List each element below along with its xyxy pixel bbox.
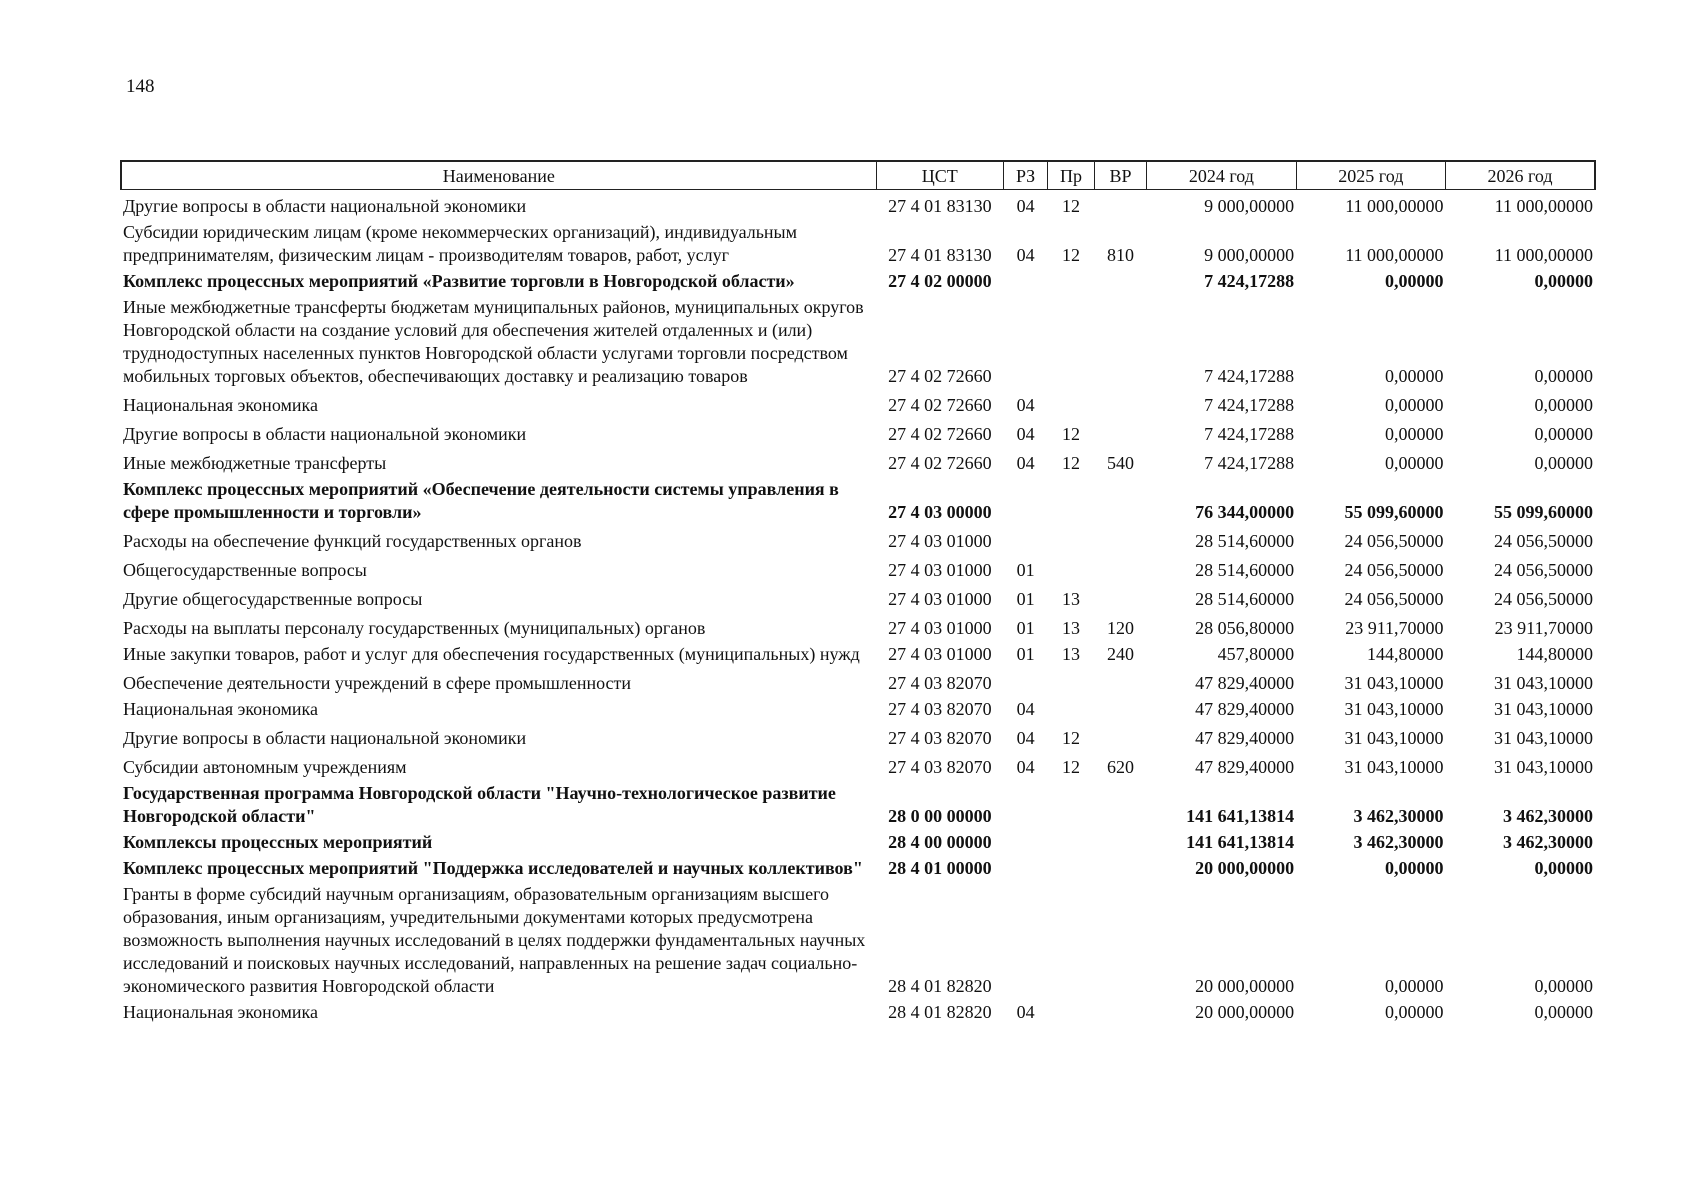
row-pr: 12	[1062, 728, 1081, 748]
row-vr	[1094, 1000, 1146, 1026]
row-vr: 620	[1106, 757, 1134, 777]
row-2026: 0,00000	[1534, 366, 1593, 386]
row-name: Другие вопросы в области национальной экономики	[123, 424, 527, 444]
row-name: Гранты в форме субсидий научным организациям, образовательным организациям высшего образования, иным организациям, учредительными документами которых предусмотрена возможность выполнения научных исследований в целях поддержки фундаментальных научных исследований и поисковых научных исследований, направленных на решение задач социально-экономического развития Новгородской области	[123, 884, 866, 996]
row-name: Общегосударственные вопросы	[123, 560, 367, 580]
row-2025: 24 056,50000	[1344, 589, 1444, 609]
row-2025: 24 056,50000	[1344, 531, 1444, 551]
row-2025: 0,00000	[1385, 858, 1444, 878]
row-vr: 120	[1106, 618, 1134, 638]
row-2026: 24 056,50000	[1494, 560, 1593, 580]
header-rz: РЗ	[1003, 161, 1047, 190]
row-2025: 0,00000	[1385, 424, 1444, 444]
row-2024: 7 424,17288	[1204, 271, 1295, 291]
row-2025: 23 911,70000	[1345, 618, 1444, 638]
row-2026: 0,00000	[1534, 1002, 1593, 1022]
row-2026: 31 043,10000	[1494, 728, 1593, 748]
row-2024: 47 829,40000	[1195, 728, 1295, 748]
table-row	[121, 526, 1595, 555]
row-2024: 47 829,40000	[1195, 699, 1295, 719]
header-cst: ЦСТ	[876, 161, 1003, 190]
row-pr	[1048, 269, 1094, 295]
row-2025: 0,00000	[1385, 395, 1444, 415]
row-name: Другие общегосударственные вопросы	[123, 589, 423, 609]
row-vr	[1094, 295, 1146, 390]
row-2026: 0,00000	[1534, 453, 1593, 473]
row-rz	[1003, 526, 1047, 555]
row-name: Национальная экономика	[123, 699, 318, 719]
row-cst: 27 4 03 01000	[888, 531, 992, 551]
row-rz: 01	[1016, 560, 1035, 580]
row-rz	[1003, 856, 1047, 882]
row-pr: 13	[1062, 618, 1081, 638]
row-2024: 47 829,40000	[1195, 757, 1295, 777]
row-rz: 04	[1016, 395, 1035, 415]
row-pr	[1048, 390, 1094, 419]
row-pr	[1048, 697, 1094, 723]
row-name: Расходы на выплаты персоналу государственных (муниципальных) органов	[123, 618, 706, 638]
row-vr	[1094, 269, 1146, 295]
row-2025: 11 000,00000	[1345, 245, 1444, 265]
table-row	[121, 882, 1595, 1000]
row-2026: 11 000,00000	[1494, 196, 1593, 216]
table-row	[121, 555, 1595, 584]
header-vr: ВР	[1094, 161, 1146, 190]
row-2025: 0,00000	[1385, 976, 1444, 996]
row-2026: 23 911,70000	[1494, 618, 1593, 638]
row-2024: 7 424,17288	[1204, 395, 1295, 415]
row-2024: 28 514,60000	[1195, 589, 1295, 609]
table-row	[121, 220, 1595, 269]
row-2025: 31 043,10000	[1344, 757, 1444, 777]
row-vr	[1094, 723, 1146, 752]
row-vr	[1094, 830, 1146, 856]
row-vr	[1094, 555, 1146, 584]
row-2024: 28 514,60000	[1195, 560, 1295, 580]
row-vr	[1094, 856, 1146, 882]
row-rz	[1003, 668, 1047, 697]
row-2025: 0,00000	[1385, 1002, 1444, 1022]
table-row	[121, 1000, 1595, 1026]
row-name: Национальная экономика	[123, 395, 318, 415]
page-number: 148	[126, 76, 155, 97]
row-pr: 13	[1062, 644, 1081, 664]
row-2026: 24 056,50000	[1494, 531, 1593, 551]
row-cst: 27 4 02 72660	[888, 453, 992, 473]
row-2024: 28 056,80000	[1195, 618, 1295, 638]
row-rz: 04	[1016, 1002, 1035, 1022]
row-cst: 27 4 01 83130	[888, 196, 992, 216]
row-2026: 3 462,30000	[1503, 832, 1593, 852]
row-2024: 20 000,00000	[1195, 976, 1295, 996]
row-rz: 01	[1016, 589, 1035, 609]
row-2024: 28 514,60000	[1195, 531, 1295, 551]
row-cst: 27 4 02 72660	[888, 366, 992, 386]
table-row	[121, 390, 1595, 419]
row-pr: 13	[1062, 589, 1081, 609]
row-name: Субсидии юридическим лицам (кроме некоммерческих организаций), индивидуальным предпринимателям, физическим лицам - производителям товаров, работ, услуг	[123, 222, 798, 265]
table-row-section	[121, 856, 1595, 882]
row-vr	[1094, 526, 1146, 555]
row-2024: 47 829,40000	[1195, 673, 1295, 693]
row-vr	[1094, 419, 1146, 448]
table-row-section	[121, 830, 1595, 856]
row-name: Комплекс процессных мероприятий «Обеспечение деятельности системы управления в сфере промышленности и торговли»	[123, 479, 839, 522]
row-name: Комплекс процессных мероприятий «Развитие торговли в Новгородской области»	[123, 271, 795, 291]
row-2025: 0,00000	[1385, 453, 1444, 473]
row-2024: 7 424,17288	[1204, 453, 1295, 473]
row-name: Национальная экономика	[123, 1002, 318, 1022]
row-cst: 27 4 02 72660	[888, 424, 992, 444]
row-2025: 0,00000	[1385, 366, 1444, 386]
row-rz: 04	[1016, 245, 1035, 265]
row-rz: 04	[1016, 453, 1035, 473]
row-rz	[1003, 830, 1047, 856]
row-name: Государственная программа Новгородской области "Научно-технологическое развитие Новгородской области"	[123, 783, 836, 826]
row-cst: 28 4 01 82820	[888, 1002, 992, 1022]
table-header	[121, 161, 1595, 190]
table-row-section	[121, 477, 1595, 526]
row-name: Комплексы процессных мероприятий	[123, 832, 433, 852]
row-2025: 31 043,10000	[1344, 699, 1444, 719]
table-row	[121, 584, 1595, 613]
row-vr	[1094, 781, 1146, 830]
row-rz	[1003, 295, 1047, 390]
row-vr	[1094, 584, 1146, 613]
row-2026: 11 000,00000	[1494, 245, 1593, 265]
row-2025: 3 462,30000	[1353, 832, 1444, 852]
row-2024: 141 641,13814	[1186, 806, 1295, 826]
row-pr: 12	[1062, 757, 1081, 777]
row-2024: 20 000,00000	[1195, 1002, 1295, 1022]
header-2025: 2025 год	[1296, 161, 1445, 190]
row-2026: 31 043,10000	[1494, 673, 1593, 693]
table-row	[121, 419, 1595, 448]
row-cst: 27 4 02 00000	[888, 271, 992, 291]
row-name: Расходы на обеспечение функций государственных органов	[123, 531, 582, 551]
row-name: Иные межбюджетные трансферты бюджетам муниципальных районов, муниципальных округов Новгородской области на создание условий для обеспечения жителей отдаленных и (или) труднодоступных населенных пунктов Новгородской области услугами торговли посредством мобильных торговых объектов, обеспечивающих доставку и реализацию товаров	[123, 297, 864, 386]
row-vr	[1094, 668, 1146, 697]
row-2025: 31 043,10000	[1344, 673, 1444, 693]
row-rz: 04	[1016, 196, 1035, 216]
header-2024: 2024 год	[1147, 161, 1296, 190]
table-row	[121, 723, 1595, 752]
table-row-section	[121, 781, 1595, 830]
row-rz	[1003, 781, 1047, 830]
row-rz	[1003, 269, 1047, 295]
row-vr: 540	[1106, 453, 1134, 473]
header-pr: Пр	[1048, 161, 1094, 190]
row-2025: 55 099,60000	[1344, 502, 1444, 522]
row-cst: 27 4 03 00000	[888, 502, 992, 522]
row-cst: 27 4 03 01000	[888, 644, 992, 664]
row-2025: 24 056,50000	[1344, 560, 1444, 580]
row-name: Комплекс процессных мероприятий "Поддержка исследователей и научных коллективов"	[123, 858, 863, 878]
row-vr	[1094, 477, 1146, 526]
row-2026: 0,00000	[1534, 976, 1593, 996]
row-cst: 27 4 03 01000	[888, 589, 992, 609]
row-pr	[1048, 526, 1094, 555]
row-rz	[1003, 882, 1047, 1000]
row-rz: 04	[1016, 757, 1035, 777]
row-2026: 0,00000	[1534, 395, 1593, 415]
row-cst: 27 4 03 82070	[888, 673, 992, 693]
row-2026: 144,80000	[1516, 644, 1593, 664]
row-vr	[1094, 390, 1146, 419]
row-2024: 7 424,17288	[1204, 366, 1295, 386]
row-2026: 55 099,60000	[1494, 502, 1593, 522]
table-row	[121, 642, 1595, 668]
row-pr	[1048, 781, 1094, 830]
row-2024: 457,80000	[1217, 644, 1295, 664]
table-row	[121, 668, 1595, 697]
table-row	[121, 697, 1595, 723]
row-cst: 27 4 02 72660	[888, 395, 992, 415]
row-2025: 3 462,30000	[1353, 806, 1444, 826]
row-pr	[1048, 830, 1094, 856]
header-name: Наименование	[121, 161, 876, 190]
row-pr: 12	[1062, 245, 1081, 265]
table-row-section	[121, 269, 1595, 295]
table-row	[121, 295, 1595, 390]
row-2026: 0,00000	[1534, 858, 1593, 878]
row-vr: 810	[1106, 245, 1134, 265]
row-rz: 01	[1016, 618, 1035, 638]
row-2025: 31 043,10000	[1344, 728, 1444, 748]
row-cst: 28 0 00 00000	[888, 806, 992, 826]
row-pr: 12	[1062, 424, 1081, 444]
row-rz	[1003, 477, 1047, 526]
row-rz: 04	[1016, 728, 1035, 748]
row-cst: 28 4 00 00000	[888, 832, 992, 852]
table-row	[121, 448, 1595, 477]
table-row	[121, 613, 1595, 642]
row-name: Субсидии автономным учреждениям	[123, 757, 407, 777]
row-2024: 20 000,00000	[1195, 858, 1295, 878]
row-vr	[1094, 882, 1146, 1000]
row-2026: 31 043,10000	[1494, 757, 1593, 777]
row-2024: 141 641,13814	[1186, 832, 1295, 852]
row-rz: 04	[1016, 699, 1035, 719]
row-pr	[1048, 477, 1094, 526]
row-cst: 28 4 01 82820	[888, 976, 992, 996]
row-pr: 12	[1062, 453, 1081, 473]
row-2025: 0,00000	[1385, 271, 1444, 291]
row-2026: 3 462,30000	[1503, 806, 1593, 826]
row-name: Другие вопросы в области национальной экономики	[123, 196, 527, 216]
row-pr	[1048, 882, 1094, 1000]
row-2025: 144,80000	[1367, 644, 1444, 664]
row-cst: 27 4 03 82070	[888, 699, 992, 719]
row-rz: 01	[1016, 644, 1035, 664]
row-cst: 27 4 01 83130	[888, 245, 992, 265]
row-cst: 27 4 03 82070	[888, 757, 992, 777]
row-pr	[1048, 1000, 1094, 1026]
row-name: Другие вопросы в области национальной экономики	[123, 728, 527, 748]
row-pr	[1048, 555, 1094, 584]
table-body	[121, 190, 1595, 1027]
row-2025: 11 000,00000	[1345, 196, 1444, 216]
row-name: Иные межбюджетные трансферты	[123, 453, 387, 473]
row-2026: 0,00000	[1534, 424, 1593, 444]
row-2024: 76 344,00000	[1195, 502, 1295, 522]
budget-table	[120, 160, 1596, 1026]
row-vr	[1094, 190, 1146, 221]
row-2026: 0,00000	[1534, 271, 1593, 291]
table-row	[121, 190, 1595, 221]
row-name: Обеспечение деятельности учреждений в сфере промышленности	[123, 673, 632, 693]
row-rz: 04	[1016, 424, 1035, 444]
row-vr: 240	[1106, 644, 1134, 664]
row-cst: 28 4 01 00000	[888, 858, 992, 878]
row-2024: 9 000,00000	[1204, 245, 1295, 265]
row-name: Иные закупки товаров, работ и услуг для обеспечения государственных (муниципальных) нужд	[123, 644, 860, 664]
row-pr: 12	[1062, 196, 1081, 216]
row-pr	[1048, 295, 1094, 390]
row-vr	[1094, 697, 1146, 723]
header-2026: 2026 год	[1446, 161, 1595, 190]
row-pr	[1048, 668, 1094, 697]
row-2026: 31 043,10000	[1494, 699, 1593, 719]
row-pr	[1048, 856, 1094, 882]
row-2024: 9 000,00000	[1204, 196, 1295, 216]
row-cst: 27 4 03 01000	[888, 618, 992, 638]
row-2026: 24 056,50000	[1494, 589, 1593, 609]
row-cst: 27 4 03 82070	[888, 728, 992, 748]
row-cst: 27 4 03 01000	[888, 560, 992, 580]
row-2024: 7 424,17288	[1204, 424, 1295, 444]
table-row	[121, 752, 1595, 781]
